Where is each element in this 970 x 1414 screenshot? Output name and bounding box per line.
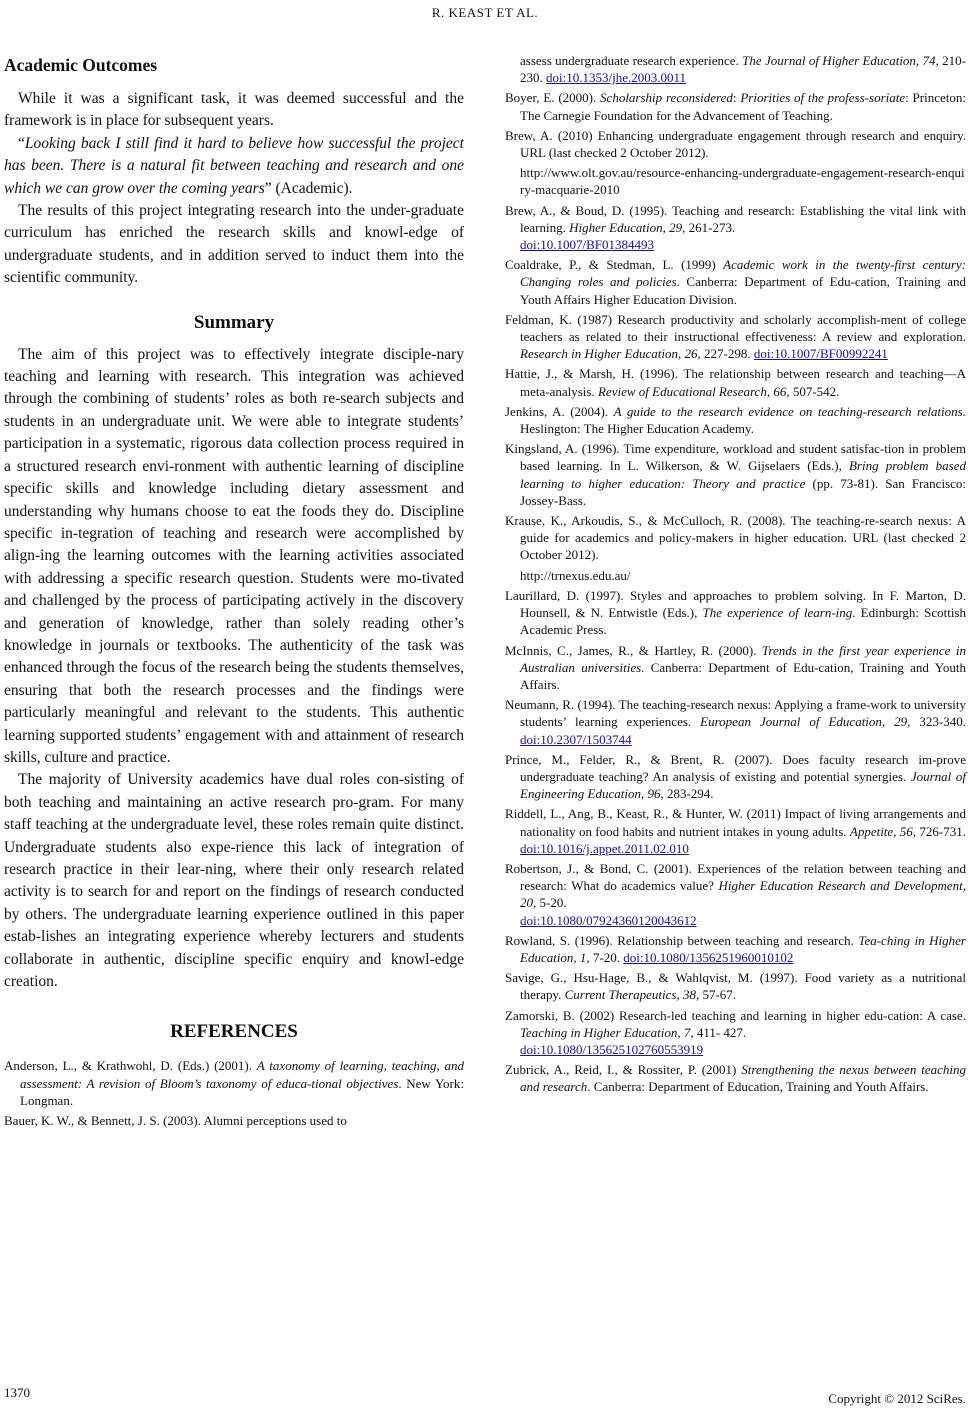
doi-link[interactable]: doi:10.1080/1356251960010102 [623,949,794,965]
ref-text: 5-20. [536,895,567,911]
ref-journal: European Journal of Education, 29, [700,714,911,730]
paragraph-outcomes-results: The results of this project integrating research into the under-graduate curriculum has enriched the research skills and knowl-edge of undergraduate students, and in addition served to induct them into the scientific community. [4,202,464,287]
ref-text: 507-542. [789,383,840,399]
paragraph-summary-aim: The aim of this project was to effectively integrate disciple-nary teaching and learning with research. This integration was achieved through the combining of students’ roles as both re-search subjects and students in an undergraduate unit. We were able to integrate students’ participation in a systematic, rigorous data collection process required in a structured research envi-ronment with authentic learning of discipline specific skills and knowledge including dietary assessment and understanding why humans choose to eat the foods they do. Discipline specific in-tegration of teaching and research were accomplished by align-ing the learning outcomes with the learning activities associated with addressing a specific research question. Students were mo-tivated and challenged by the process of participating actively in the discovery and generation of knowledge, rather than solely reading other’s knowledge in journals or textbooks. The authenticity of the task was enhanced through the focus of the research being the students themselves, ensuring that both the research processes and the findings were particularly meaningful and relevant to the students. This authentic learning supported students’ engagement with and attainment of research skills, culture and practice. [4,345,464,766]
ref-title: A taxonomy of learning [256,1058,384,1074]
ref-title: Priorities of the profess-soriate [740,90,906,106]
paragraph-summary-dual-roles: The majority of University academics have dual roles con-sisting of both teaching and maintaining an active research pro-gram. For many staff teaching at the undergraduate level, these roles remain quite distinct. Undergraduate students also expe-rience this lack of integration of research practice in their lear-ning, where their only research related activity is to search for and report on the findings of research conducted by others. The undergraduate learning experience outlined in this paper estab-lishes an integrating experience whereby lecturers and students collaborate in authentic, discipline specific enquiry and knowl-edge creation. [4,771,464,991]
reference-robertson [505,860,966,929]
ref-journal: Teaching in Higher Education, 7, [520,1024,694,1040]
ref-text: 7-20. [589,949,624,965]
ref-title: Bring problem based learning to higher education: Theory and practice [520,458,966,491]
doi-link[interactable]: doi:10.1007/BF01384493 [520,237,654,253]
running-head: R. KEAST ET AL. [431,5,539,20]
ref-text: Brew, A. (2010) Enhancing undergraduate engagement through research and enquiry. URL (last checked 2 October 2012). [505,127,966,161]
reference-rowland [505,932,966,966]
ref-title: Scholarship reconsidered [600,90,733,106]
ref-journal: Higher Education Research and Development, 20, [520,878,966,911]
ref-journal: Appetite, 56, [849,823,917,839]
ref-text: Prince, M., Felder, R., & Brent, R. (2007). Does faculty research im-prove undergraduate teaching? An analysis of existing and potential synergies. [505,751,966,784]
doi-link[interactable]: doi:10.1016/j.appet.2011.02.010 [520,840,689,856]
ref-journal: Journal of Engineering Education, 96, [520,768,966,802]
ref-text: Jenkins, A. (2004). [505,403,614,419]
ref-text: Kingsland, A. (1996). Time expenditure, workload and student satisfac-tion in problem based learning. In L. Wilkerson, & W. Gijselaers (Eds.), [505,441,966,474]
ref-text: . Canberra: Department of Edu-cation, Training and Youth Affairs. [520,659,966,692]
ref-text: McInnis, C., James, R., & Hartley, R. (2000). [505,642,762,658]
reference-anderson [4,1057,464,1109]
ref-text: 283-294. [663,786,714,802]
reference-neumann [505,696,966,748]
ref-text: 323-340. [910,714,966,730]
quote-text: Looking back I still find it hard to believe how successful the project has been. There is a natural fit between teaching and research and one which we can grow over the coming years [4,134,464,197]
doi-link[interactable]: doi:10.1080/07924360120043612 [520,912,697,928]
ref-journal: Tea-ching in Higher Education, 1, [520,932,966,965]
reference-coaldrake [505,256,966,308]
ref-text: Zubrick, A., Reid, I., & Rossiter, P. (2001) [505,1062,742,1078]
reference-brew-boud [505,202,966,254]
reference-boyer [505,89,966,123]
ref-text: Krause, K., Arkoudis, S., & McCulloch, R. (2008). The teaching-re-search nexus: A guide for academics and policy-makers in higher education. URL (last checked 2 October 2012). [505,513,966,563]
ref-text: Hattie, J., & Marsh, H. (1996). The relationship between research and teaching—A meta-analysis. [505,366,966,399]
doi-link[interactable]: doi:10.1007/BF00992241 [753,346,888,362]
reference-kingsland [505,440,966,509]
right-column [505,52,966,1099]
reference-feldman [505,311,966,363]
ref-title: The experience of learn-ing [702,605,853,621]
ref-journal: The Journal of Higher Education, 74, [742,53,939,68]
ref-title: A guide to the research evidence on teaching-research relations. [613,403,966,419]
section-heading-summary: Summary [193,311,275,333]
ref-text: 726-731. [916,823,966,839]
reference-jenkins [505,403,966,437]
doi-link[interactable]: doi:10.1353/jhe.2003.0011 [546,70,686,86]
ref-text: Bauer, K. W., & Bennett, J. S. (2003). Alumni perceptions used to [4,1113,347,1129]
ref-text: : Princeton: The Carnegie Foundation for the Advancement of Teaching. [520,90,966,123]
ref-text: Anderson, L., & Krathwohl, D. (Eds.) (2001). [4,1058,257,1074]
ref-journal: Research in Higher Education, 26, [520,346,701,362]
ref-title: Trends in the first year experience in Australian universities [520,642,966,675]
reference-zubrick [505,1061,966,1095]
paragraph-academic-quote [4,133,464,200]
ref-text: . New York: Longman. [20,1075,465,1108]
ref-text: Laurillard, D. (1997). Styles and approaches to problem solving. In F. Marton, D. Hounsell, & N. Entwistle (Eds.), [505,587,966,621]
reference-riddell [505,805,966,857]
section-heading-academic-outcomes: Academic Outcomes [4,55,158,75]
ref-text: 210-230. [520,53,966,86]
ref-journal: Higher Education, 29, [569,219,686,235]
quote-open-mark: “ [18,134,25,152]
ref-text: Riddell, L., Ang, B., Keast, R., & Hunter, W. (2011) Impact of living arrangements and nationality on food habits and nutrient intakes in young adults. [505,806,966,839]
ref-text: 227-298. [700,346,754,362]
reference-brew-2010 [505,127,966,199]
ref-title: Academic work in the twenty-first century: Changing roles and policies [520,257,966,290]
reference-url[interactable]: http://www.olt.gov.au/resource-enhancing-undergraduate-engagement-research-enquiry-macquarie-2010 [520,165,965,198]
ref-title: teaching [391,1058,437,1074]
ref-text: Brew, A., & Boud, D. (1995). Teaching and research: Establishing the vital link with learning. [505,202,966,235]
ref-text: . Edinburgh: Scottish Academic Press. [520,605,966,638]
ref-text: . Canberra: Department of Edu-cation, Training and Youth Affairs Higher Education Division. [520,274,966,307]
reference-bauer [4,1112,464,1129]
reference-mcinnis [505,642,966,694]
ref-text: , [383,1058,392,1074]
reference-url[interactable]: http://trnexus.edu.au/ [520,567,631,583]
reference-zamorski [505,1007,966,1059]
ref-text: 261-273. [685,219,736,235]
ref-text: (pp. 73-81). San Francisco: Jossey-Bass. [520,475,967,508]
doi-link[interactable]: doi:10.2307/1503744 [520,731,632,747]
doi-link[interactable]: doi:10.1080/135625102760553919 [520,1041,704,1057]
copyright-notice: Copyright © 2012 SciRes. [828,1391,966,1406]
ref-text: Feldman, K. (1987) Research productivity and scholarly accomplish-ment of college teachers as related to their instructional effectiveness: A review and exploration. [505,311,966,345]
ref-text: Coaldrake, P., & Stedman, L. (1999) [505,257,724,273]
ref-text: : [732,90,741,106]
reference-laurillard [505,587,966,639]
reference-prince [505,751,966,803]
reference-krause [505,512,966,584]
ref-text: 411- 427. [693,1024,747,1040]
ref-title: and assessment: A revision of Bloom’s taxonomy of educa-tional objectives [20,1058,465,1091]
reference-savige [505,969,966,1003]
section-heading-references: REFERENCES [170,1021,298,1043]
ref-text: Neumann, R. (1994). The teaching-research nexus: Applying a frame-work to university students’ learning experiences. [505,697,966,730]
ref-title: Strengthening the nexus between teaching and research [520,1062,967,1095]
ref-text: assess undergraduate research experience. [520,53,743,68]
ref-text: Zamorski, B. (2002) Research-led teaching and learning in higher edu-cation: A case. [505,1007,966,1023]
ref-text: Robertson, J., & Bond, C. (2001). Experiences of the relation between teaching and research: What do academics value? [505,860,966,894]
ref-text: . Canberra: Department of Education, Training and Youth Affairs. [587,1079,929,1095]
ref-text: Savige, G., Hsu-Hage, B., & Wahlqvist, M. (1997). Food variety as a nutritional therapy. [505,970,966,1003]
quote-attribution: ” (Academic). [264,179,353,197]
left-column [4,52,464,1132]
reference-hattie [505,365,966,399]
ref-journal: Current Therapeutics, 38, [564,987,700,1003]
ref-text: 57-67. [699,987,737,1003]
ref-text: Heslington: The Higher Education Academy. [520,421,754,437]
ref-text: , [436,1058,445,1074]
ref-journal: Review of Educational Research, 66, [597,383,790,399]
ref-text: Boyer, E. (2000). [505,90,601,106]
ref-text: Rowland, S. (1996). Relationship between teaching and research. [505,932,859,948]
page-number: 1370 [4,1385,30,1400]
reference-bauer-continued [505,52,966,86]
paragraph-outcomes-intro: While it was a significant task, it was deemed successful and the framework is in place for subsequent years. [4,90,464,130]
